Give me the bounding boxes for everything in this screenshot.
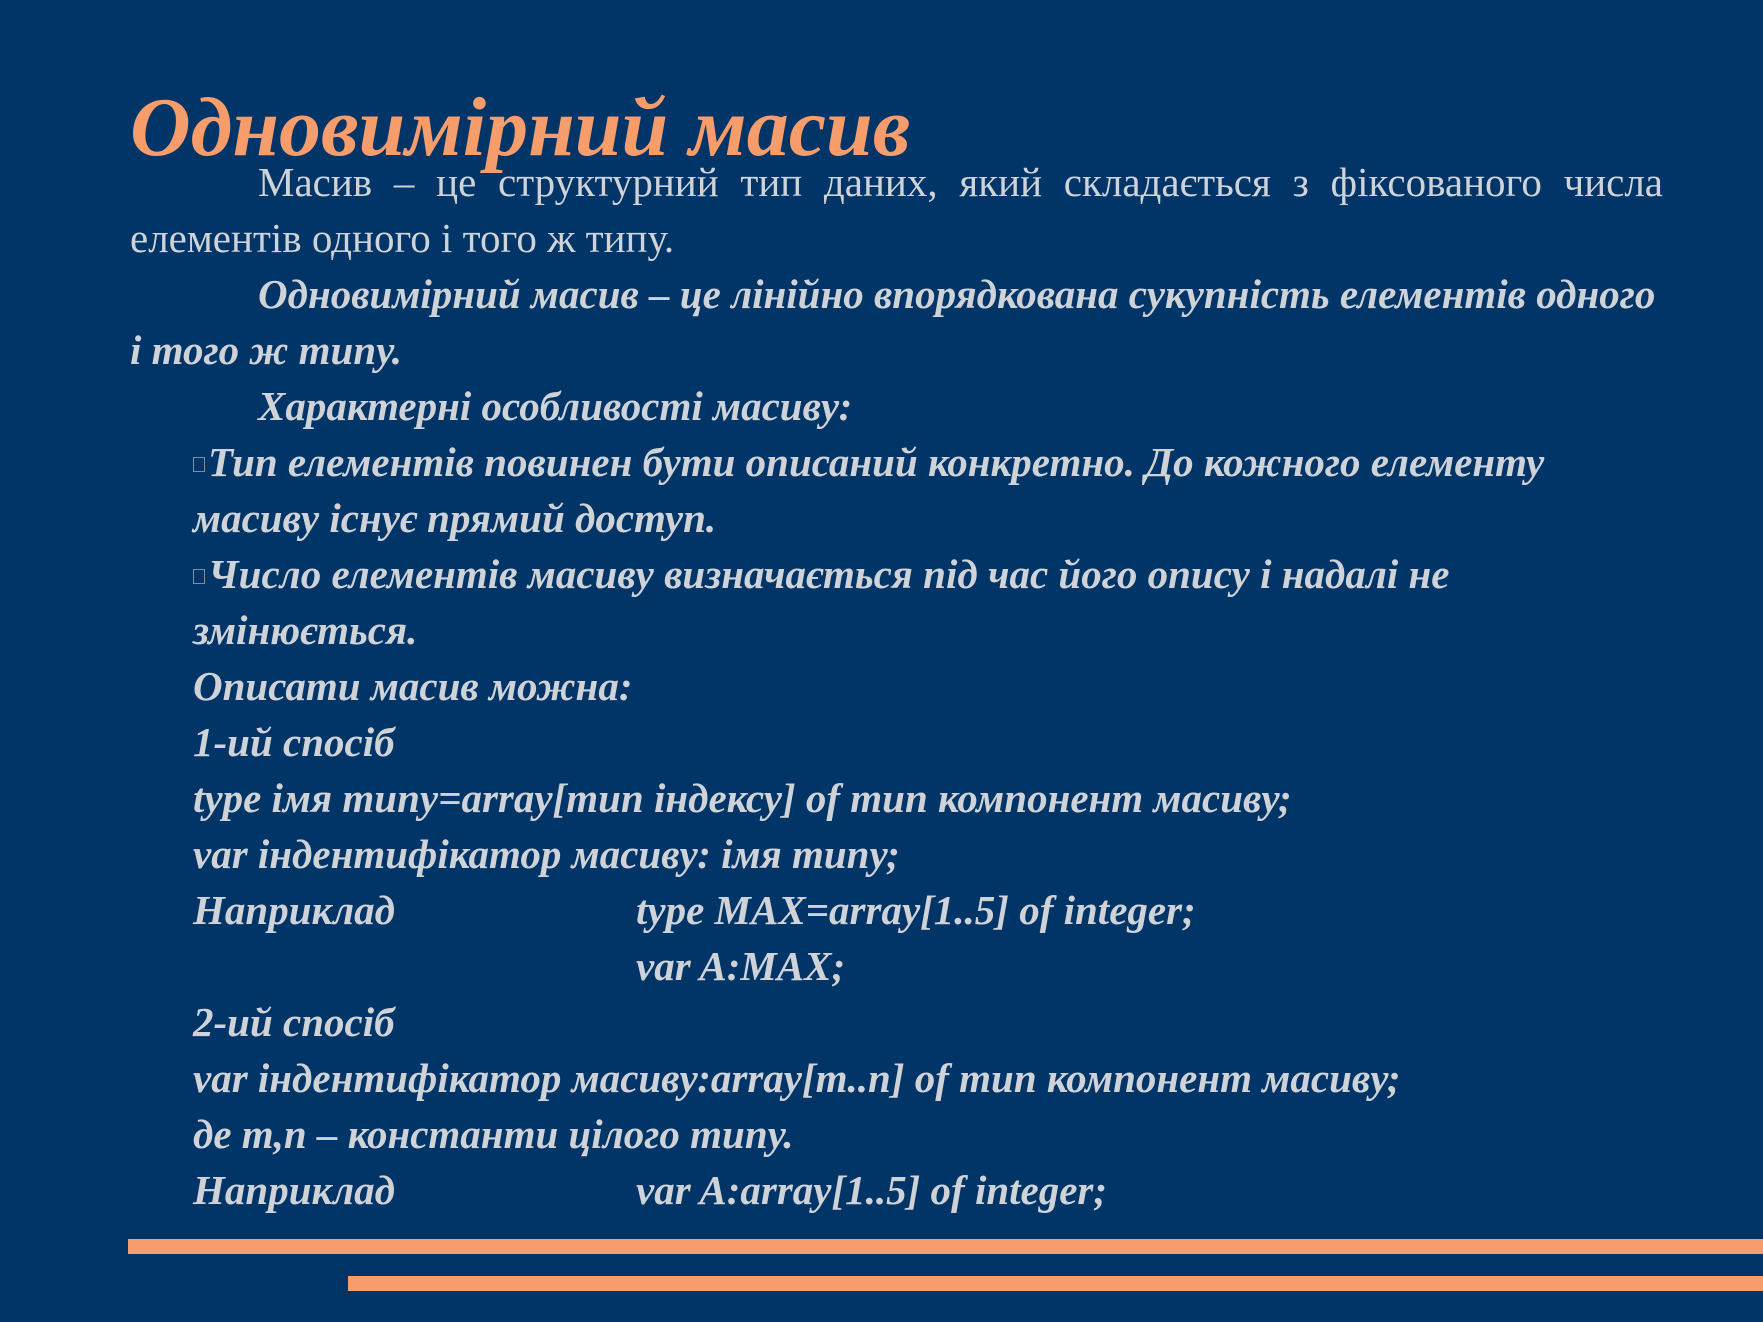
describe-heading: Описати масив можна:: [193, 663, 633, 709]
square-bullet-icon: [193, 457, 205, 472]
method1-example: [193, 882, 1663, 938]
method2-line2: де m,n – константи цілого типу.: [193, 1111, 794, 1157]
bullet-text-2: Число елементів масиву визначається під час його опису і надалі не змінюється.: [193, 551, 1450, 653]
method1-example-line2: var A:MAX;: [636, 943, 846, 989]
bullet-item-1: [193, 434, 1663, 546]
method2-example-label: Наприклад: [193, 1167, 395, 1213]
decorative-rule-top: [128, 1239, 1763, 1254]
method2-example: [193, 1162, 1663, 1218]
decorative-rule-bottom: [348, 1276, 1763, 1291]
bullet-item-2: [193, 546, 1663, 658]
method1-example-cont: [193, 938, 1663, 994]
method2-line1: var індентифікатор масиву:array[m..n] of тип компонент масиву;: [193, 1055, 1401, 1101]
method1-example-label: Наприклад: [193, 887, 395, 933]
method2-label: 2-ий спосіб: [193, 999, 395, 1045]
square-bullet-icon: [193, 569, 205, 584]
method1-line2: var індентифікатор масиву: імя типу;: [193, 831, 900, 877]
method1-line1: type імя типу=array[тип індексу] of тип компонент масиву;: [193, 775, 1292, 821]
slide-body: [130, 154, 1663, 1218]
definition-paragraph: Одновимірний масив – це лінійно впорядкована сукупність елементів одного і того ж типу.: [130, 271, 1656, 373]
intro-paragraph: Масив – це структурний тип даних, який складається з фіксованого числа елементів одного і того ж типу.: [130, 159, 1663, 261]
slide-title: Одновимірний масив: [130, 81, 911, 174]
method1-label: 1-ий спосіб: [193, 719, 395, 765]
method1-example-line1: type MAX=array[1..5] of integer;: [636, 887, 1196, 933]
features-heading: Характерні особливості масиву:: [258, 383, 853, 429]
method2-example-line1: var A:array[1..5] of integer;: [636, 1167, 1108, 1213]
bullet-text-1: Тип елементів повинен бути описаний конкретно. До кожного елементу масиву існує прямий доступ.: [193, 439, 1545, 541]
content-block: [130, 434, 1663, 1218]
